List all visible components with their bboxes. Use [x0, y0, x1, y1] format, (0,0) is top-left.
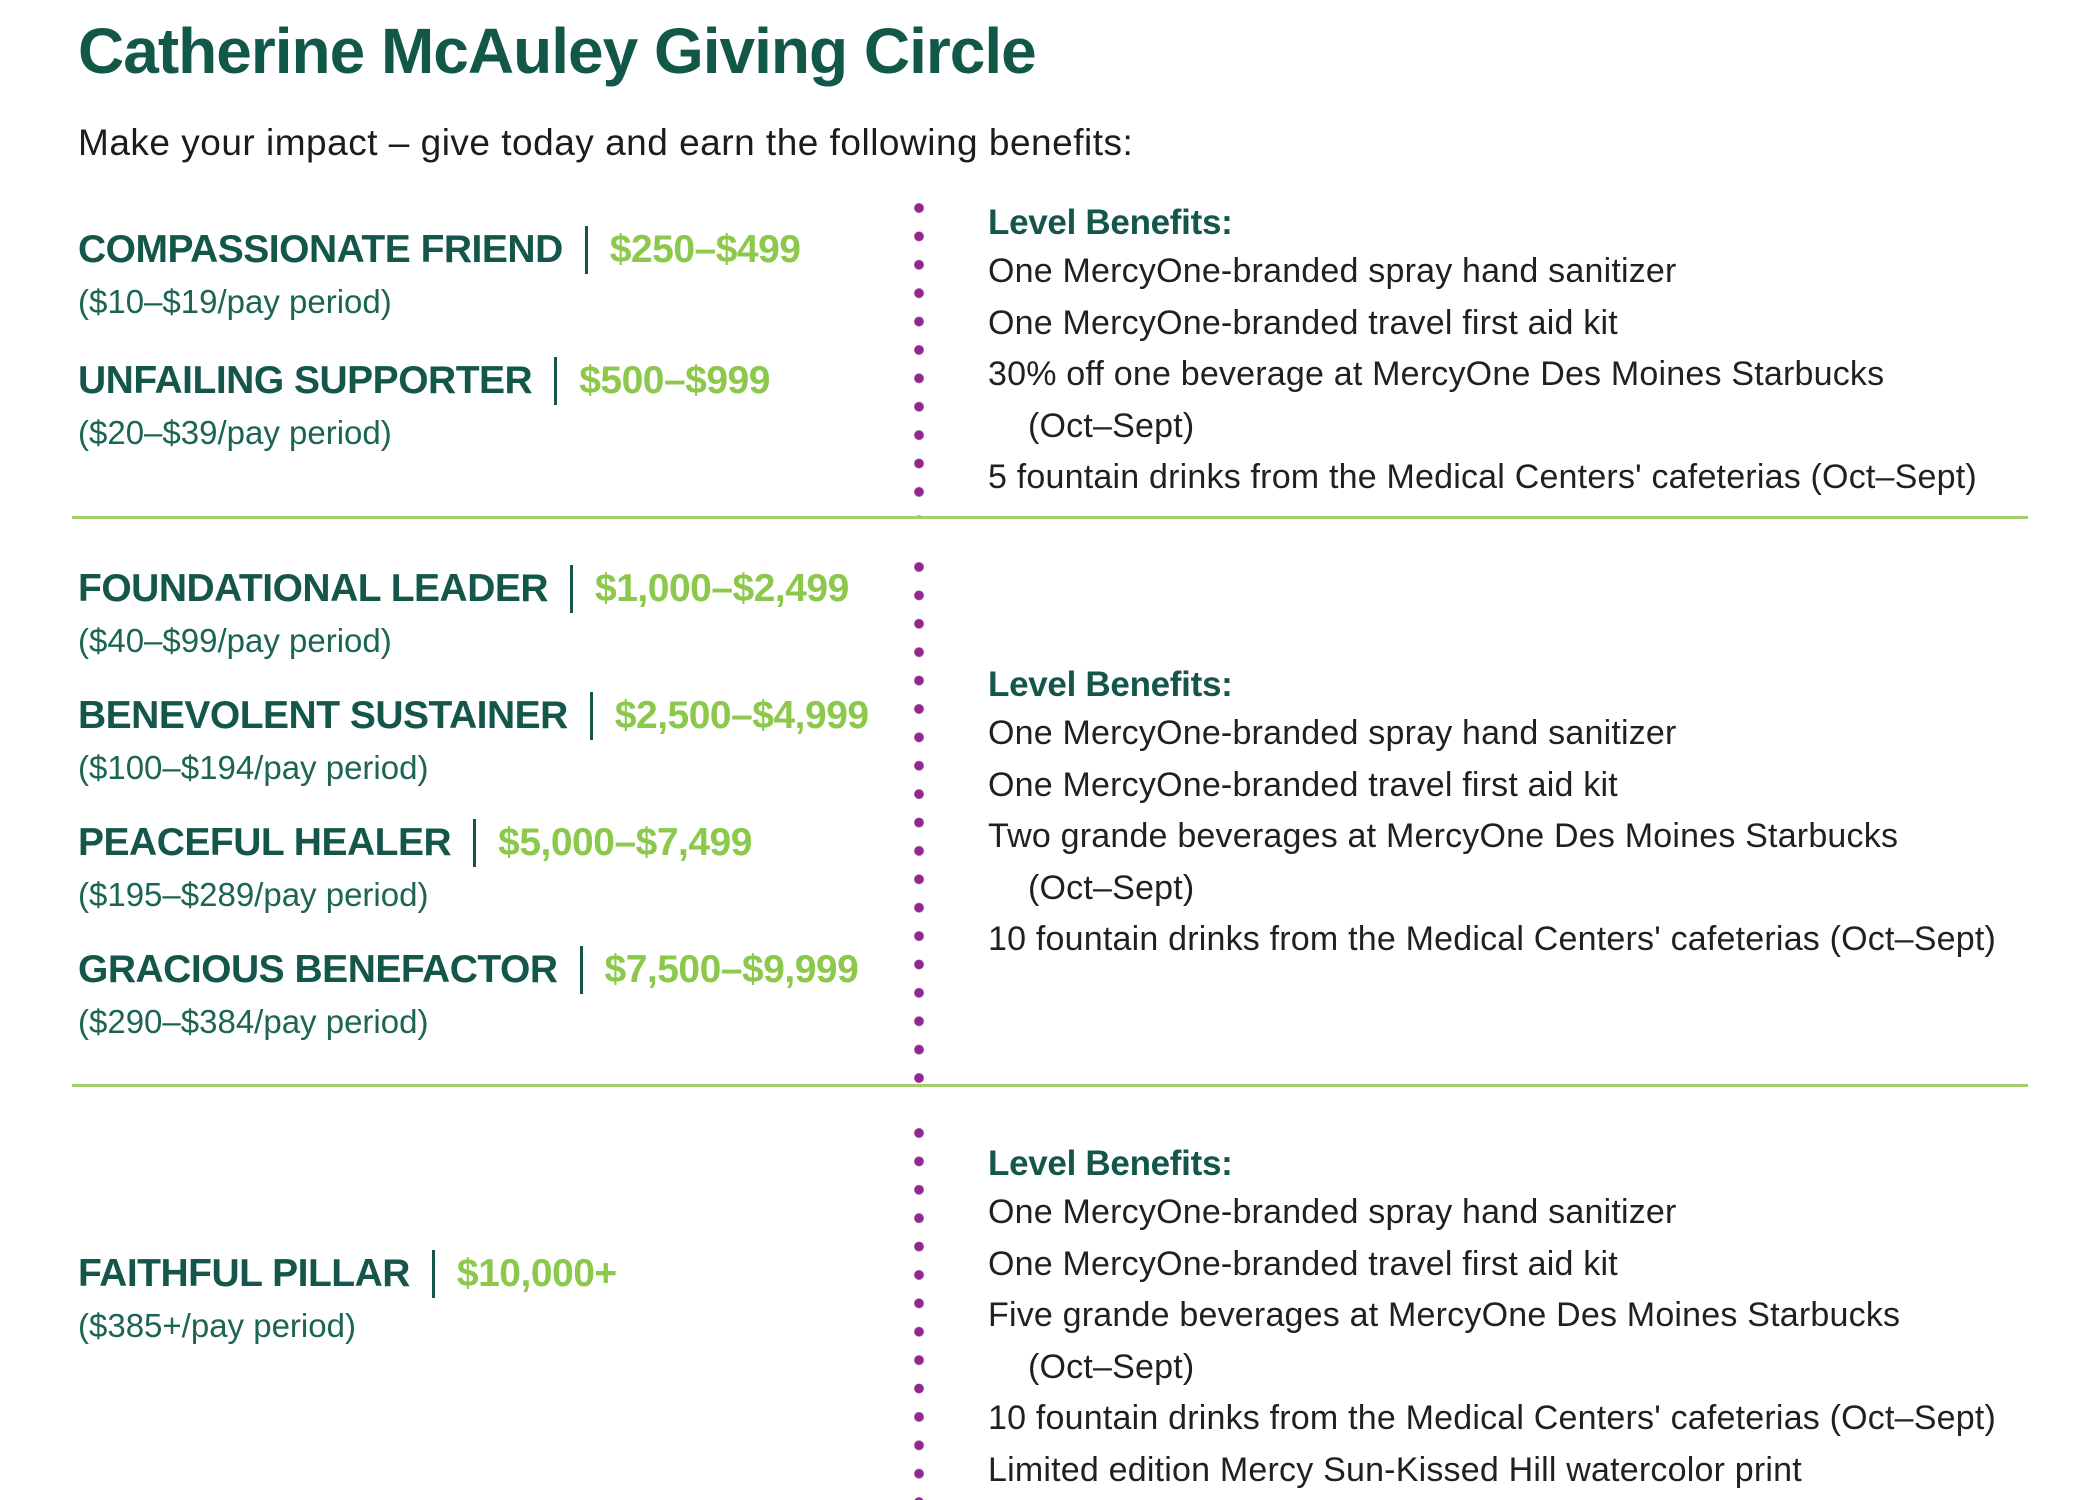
- benefit-text: 10 fountain drinks from the Medical Centers' cafeterias (Oct–Sept): [988, 1399, 1997, 1437]
- level-entry: [78, 819, 898, 914]
- level-amount: $7,500–$9,999: [604, 948, 859, 991]
- benefit-item: [988, 811, 2078, 914]
- level-pay-period: ($40–$99/pay period): [78, 622, 392, 659]
- benefits-heading: Level Benefits:: [988, 665, 1233, 704]
- level-name: GRACIOUS BENEFACTOR: [78, 948, 558, 991]
- benefit-item: [988, 349, 2078, 452]
- benefit-item: [988, 760, 2078, 812]
- vertical-bar-divider: [585, 226, 588, 274]
- level-name-row: [78, 946, 898, 994]
- vertical-bar-divider: [570, 565, 573, 613]
- benefit-text: Limited edition Mercy Sun-Kissed Hill watercolor print: [988, 1450, 1802, 1489]
- benefit-text: One MercyOne-branded travel first aid kit: [988, 765, 1618, 804]
- benefits-heading: Level Benefits:: [988, 203, 1233, 242]
- level-name: FAITHFUL PILLAR: [78, 1252, 410, 1295]
- level-name-row: [78, 226, 898, 274]
- vertical-bar-divider: [432, 1250, 435, 1298]
- benefits-heading: Level Benefits:: [988, 1144, 1233, 1183]
- level-name-row: [78, 819, 898, 867]
- level-entry: [78, 1250, 898, 1345]
- level-pay-period: ($290–$384/pay period): [78, 1003, 429, 1040]
- benefit-text: One MercyOne-branded spray hand sanitizer: [988, 252, 1677, 290]
- level-entry: [78, 946, 898, 1041]
- level-amount: $500–$999: [579, 359, 770, 402]
- vertical-bar-divider: [590, 692, 593, 740]
- dotted-divider: [914, 203, 924, 517]
- level-name: COMPASSIONATE FRIEND: [78, 228, 563, 271]
- level-name-row: [78, 565, 898, 613]
- level-name: PEACEFUL HEALER: [78, 821, 452, 864]
- benefit-text-continuation: (Oct–Sept): [1028, 406, 1195, 445]
- benefit-item: [988, 246, 2078, 298]
- level-amount: $250–$499: [609, 228, 801, 271]
- benefits-column: [988, 1086, 2078, 1496]
- benefit-item: [988, 1393, 2078, 1445]
- level-entry: [78, 226, 898, 321]
- levels-column: [78, 517, 898, 1041]
- benefit-text-continuation: (Oct–Sept): [1028, 868, 1195, 907]
- levels-column: [78, 1086, 898, 1345]
- benefit-item: [988, 914, 2078, 966]
- dotted-divider: [914, 562, 924, 1086]
- benefit-item: [988, 1187, 2078, 1239]
- level-pay-period: ($10–$19/pay period): [78, 283, 392, 320]
- levels-column: [78, 180, 898, 452]
- vertical-bar-divider: [554, 357, 557, 405]
- level-name: UNFAILING SUPPORTER: [78, 359, 533, 402]
- level-entry: [78, 692, 898, 787]
- benefits-column: [988, 517, 2078, 966]
- benefit-text: One MercyOne-branded spray hand sanitizer: [988, 714, 1677, 752]
- benefit-item: [988, 708, 2078, 760]
- giving-section-3: [0, 1086, 2100, 1500]
- benefit-item: [988, 1445, 2078, 1497]
- level-entry: [78, 357, 898, 452]
- section-divider-rule: [72, 1084, 2028, 1087]
- benefit-item: [988, 1239, 2078, 1291]
- benefit-text: Five grande beverages at MercyOne Des Moines Starbucks: [988, 1296, 1901, 1334]
- level-amount: $2,500–$4,999: [614, 694, 869, 737]
- level-name-row: [78, 357, 898, 405]
- benefit-text: One MercyOne-branded spray hand sanitizer: [988, 1193, 1677, 1231]
- level-pay-period: ($385+/pay period): [78, 1307, 356, 1344]
- level-entry: [78, 565, 898, 660]
- level-name-row: [78, 1250, 898, 1298]
- benefit-item: [988, 452, 2078, 504]
- benefit-item: [988, 1290, 2078, 1393]
- dotted-divider: [914, 1128, 924, 1500]
- benefits-list: [988, 1187, 2078, 1496]
- section-divider-rule: [72, 516, 2028, 519]
- benefit-text-continuation: (Oct–Sept): [1028, 1347, 1195, 1386]
- page-title: Catherine McAuley Giving Circle: [78, 15, 1036, 87]
- level-pay-period: ($100–$194/pay period): [78, 749, 429, 786]
- benefit-text: Two grande beverages at MercyOne Des Moines Starbucks: [988, 817, 1899, 855]
- vertical-bar-divider: [580, 946, 583, 994]
- benefits-list: [988, 246, 2078, 504]
- page-subtitle: Make your impact – give today and earn the following benefits:: [78, 122, 1134, 163]
- level-amount: $5,000–$7,499: [498, 821, 752, 864]
- level-amount: $10,000+: [456, 1252, 617, 1295]
- level-amount: $1,000–$2,499: [595, 567, 849, 610]
- benefits-column: [988, 180, 2078, 504]
- benefit-text: One MercyOne-branded travel first aid kit: [988, 1244, 1618, 1283]
- benefit-text: 30% off one beverage at MercyOne Des Moines Starbucks: [988, 355, 1885, 393]
- level-name: BENEVOLENT SUSTAINER: [78, 694, 568, 737]
- level-pay-period: ($20–$39/pay period): [78, 414, 392, 451]
- benefit-text: 10 fountain drinks from the Medical Centers' cafeterias (Oct–Sept): [988, 920, 1997, 958]
- level-name: FOUNDATIONAL LEADER: [78, 567, 549, 610]
- level-name-row: [78, 692, 898, 740]
- giving-section-1: [0, 180, 2100, 517]
- benefits-list: [988, 708, 2078, 966]
- level-pay-period: ($195–$289/pay period): [78, 876, 429, 913]
- vertical-bar-divider: [473, 819, 476, 867]
- giving-section-2: [0, 517, 2100, 1086]
- benefit-text: 5 fountain drinks from the Medical Centers' cafeterias (Oct–Sept): [988, 458, 1977, 496]
- benefit-text: One MercyOne-branded travel first aid kit: [988, 303, 1618, 342]
- benefit-item: [988, 298, 2078, 350]
